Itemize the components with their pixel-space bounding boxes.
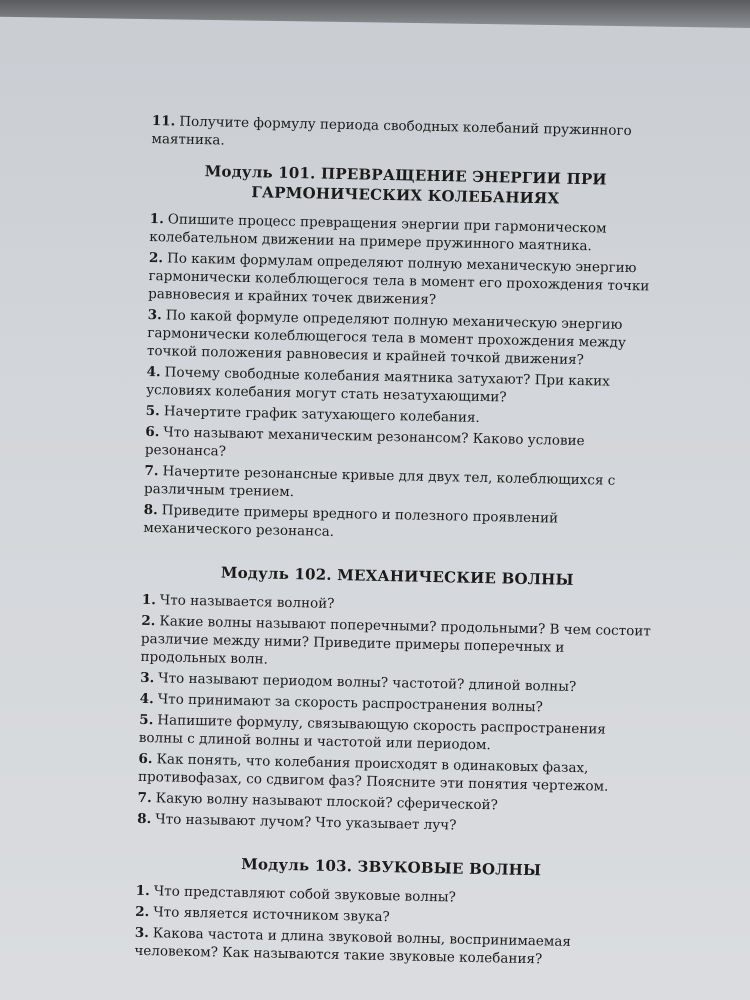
item-number: 3. xyxy=(147,306,163,324)
module-102-list xyxy=(137,591,652,839)
item-number: 8. xyxy=(143,501,158,519)
item-number: 1. xyxy=(141,591,157,609)
item-text: Что представляют собой звуковые волны? xyxy=(153,883,457,906)
item-text: Что называют лучом? Что указывает луч? xyxy=(155,811,457,834)
page-content xyxy=(134,112,662,973)
item-text: Какие волны называют поперечными? продольными? В чем состоит различие между ними? Приведите примеры поперечных и продольных волн. xyxy=(140,613,651,668)
item-text: Что называют периодом волны? частотой? длиной волны? xyxy=(158,670,577,696)
item-text: Начертите резонансные кривые для двух тел, колеблющихся с различным трением. xyxy=(143,463,616,501)
item-number: 6. xyxy=(138,750,153,768)
item-number: 4. xyxy=(146,363,161,381)
module-102-title: Модуль 102. МЕХАНИЧЕСКИЕ ВОЛНЫ xyxy=(220,563,574,589)
list-item xyxy=(140,612,651,677)
module-103-title: Модуль 103. ЗВУКОВЫЕ ВОЛНЫ xyxy=(241,855,542,880)
item-number: 3. xyxy=(134,924,150,942)
item-number: 1. xyxy=(149,210,165,228)
item-text: Получите формулу периода свободных колебаний пружинного маятника. xyxy=(151,113,632,149)
item-text: По каким формулам определяют полную механическую энергию гармонически колеблющегося тела в момент его прохождения точки равновесия и крайних точек движения? xyxy=(148,250,650,308)
item-text: По какой формуле определяют полную механическую энергию гармонически колеблющегося тела в момент прохождения между точкой положения равновесия и крайней точкой движения? xyxy=(146,307,627,369)
item-number: 7. xyxy=(137,789,152,807)
item-number: 2. xyxy=(141,612,156,630)
item-text: Приведите примеры вредного и полезного проявлений механического резонанса. xyxy=(143,502,559,540)
item-number: 8. xyxy=(137,810,152,828)
module-101-title: Модуль 101. ПРЕВРАЩЕНИЕ ЭНЕРГИИ ПРИ ГАРМОНИЧЕСКИХ КОЛЕБАНИЯХ xyxy=(204,162,607,208)
item-number: 5. xyxy=(139,711,154,729)
list-item xyxy=(147,306,658,371)
list-item xyxy=(134,924,645,971)
module-101-list xyxy=(143,210,660,548)
module-103-list xyxy=(134,882,646,971)
item-number: 11. xyxy=(151,112,176,130)
item-number: 4. xyxy=(139,690,154,708)
item-text: Что называется волной? xyxy=(159,592,335,612)
item-number: 3. xyxy=(139,669,155,687)
item-text: Какую волну называют плоской? сферической? xyxy=(155,790,498,814)
item-text: Что называют механическим резонансом? Каково условие резонанса? xyxy=(144,424,585,460)
item-number: 7. xyxy=(144,462,159,480)
item-text: Опишите процесс превращения энергии при гармоническом колебательном движении на примере пружинного маятника. xyxy=(149,211,607,255)
intro-item xyxy=(151,112,662,159)
item-text: Как понять, что колебания происходят в одинаковых фазах, противофазах, со сдвигом фаз? Поясните эти понятия чертежом. xyxy=(137,751,609,795)
item-number: 2. xyxy=(135,903,150,921)
item-number: 5. xyxy=(145,402,160,420)
item-text: Почему свободные колебания маятника затухают? При каких условиях колебания могут стать незатухающими? xyxy=(146,364,611,406)
item-number: 2. xyxy=(148,249,164,267)
item-number: 6. xyxy=(145,423,160,441)
item-number: 1. xyxy=(135,882,150,900)
item-text: Что является источником звука? xyxy=(153,904,390,926)
item-text: Напишите формулу, связывающую скорость распространения волны с длиной волны и частотой или периодом. xyxy=(138,712,606,754)
item-text: Начертите график затухающего колебания. xyxy=(163,403,480,426)
background-edge xyxy=(0,0,750,28)
list-item xyxy=(148,249,659,314)
item-text: Что принимают за скорость распространения волны? xyxy=(157,691,543,716)
list-item xyxy=(143,501,654,548)
item-text: Какова частота и длина звуковой волны, воспринимаемая человеком? Как называются такие звуковые колебания? xyxy=(134,925,572,968)
